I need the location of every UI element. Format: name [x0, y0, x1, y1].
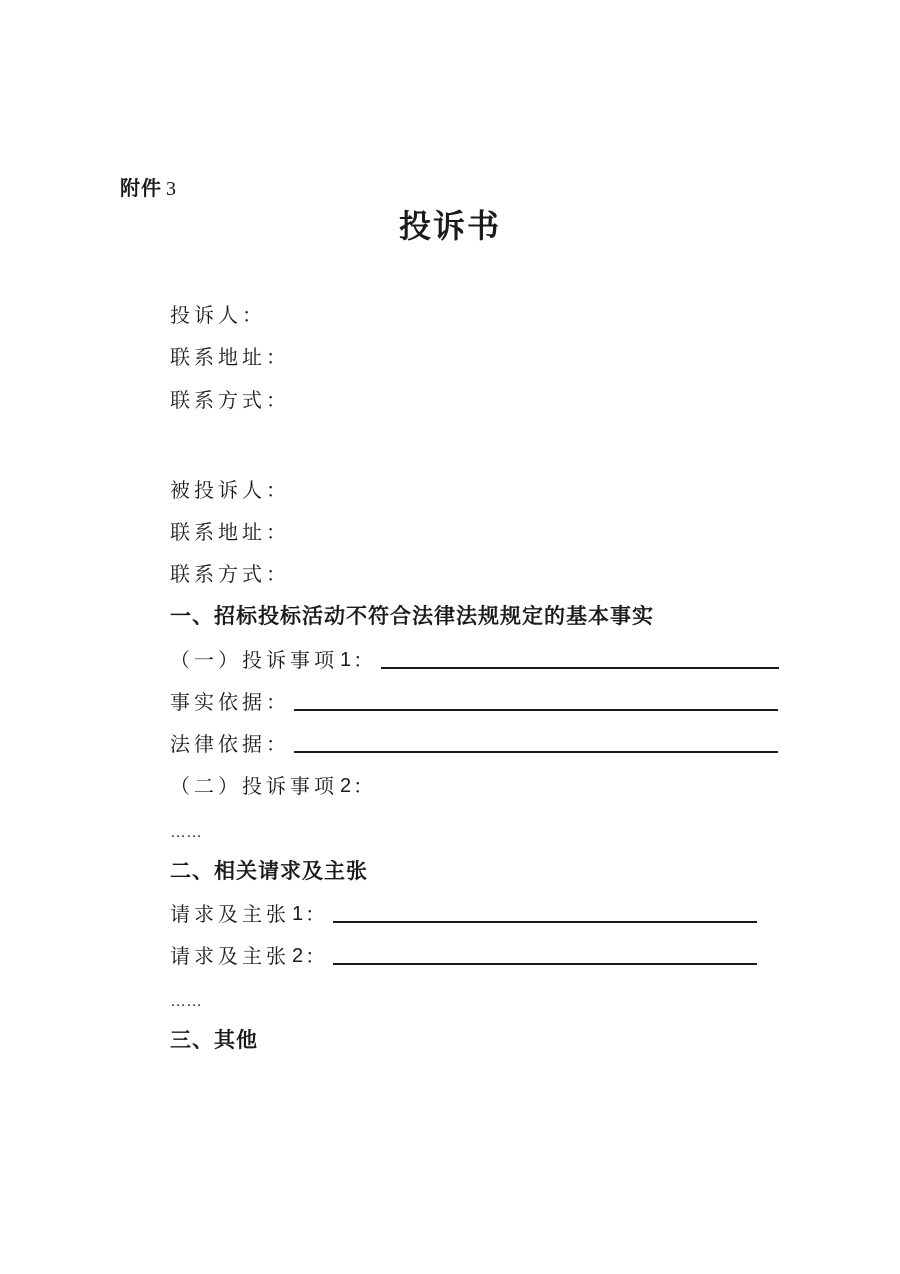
fact-basis-label: 事实依据： — [170, 690, 290, 714]
attachment-number: 3 — [166, 178, 177, 200]
respondent-address-label: 联系地址： — [170, 520, 290, 544]
complainant-contact-label: 联系方式： — [170, 388, 290, 412]
fact-basis-row — [170, 687, 778, 717]
claim-1-blank[interactable] — [333, 899, 757, 923]
claim-2-colon: ： — [305, 944, 330, 968]
claim-1-colon: ： — [305, 902, 330, 926]
section1-heading: 一、招标投标活动不符合法律法规规定的基本事实 — [170, 604, 654, 628]
claim-2-blank[interactable] — [333, 941, 757, 965]
complaint-item-1-row — [170, 645, 779, 675]
complaint-item-2-label: （二）投诉事项 — [170, 774, 338, 798]
page-title: 投诉书 — [398, 207, 501, 245]
legal-basis-blank[interactable] — [294, 729, 778, 753]
legal-basis-label: 法律依据： — [170, 732, 290, 756]
claim-2-number: 2 — [292, 945, 304, 967]
complaint-item-1-colon: ： — [353, 648, 378, 672]
attachment-label — [120, 174, 177, 203]
complaint-item-1-label: （一）投诉事项 — [170, 648, 338, 672]
legal-basis-row — [170, 729, 778, 759]
complainant-address-label: 联系地址： — [170, 345, 290, 369]
section2-heading: 二、相关请求及主张 — [170, 859, 368, 883]
complaint-item-2-number: 2 — [340, 775, 352, 797]
section1-ellipsis: …… — [170, 824, 202, 841]
attachment-text: 附件 — [120, 176, 162, 200]
claim-2-label: 请求及主张 — [170, 944, 290, 968]
fact-basis-blank[interactable] — [294, 687, 778, 711]
complaint-item-2-row — [170, 771, 377, 801]
section3-heading: 三、其他 — [170, 1028, 258, 1052]
section2-ellipsis: …… — [170, 993, 202, 1010]
claim-1-label: 请求及主张 — [170, 902, 290, 926]
respondent-name-label: 被投诉人： — [170, 478, 290, 502]
claim-1-number: 1 — [292, 903, 304, 925]
claim-2-row — [170, 941, 757, 971]
complainant-name-label: 投诉人： — [170, 303, 266, 327]
claim-1-row — [170, 899, 757, 929]
complaint-item-1-blank[interactable] — [381, 645, 779, 669]
complaint-item-1-number: 1 — [340, 649, 352, 671]
complaint-item-2-colon: ： — [353, 774, 378, 798]
respondent-contact-label: 联系方式： — [170, 562, 290, 586]
